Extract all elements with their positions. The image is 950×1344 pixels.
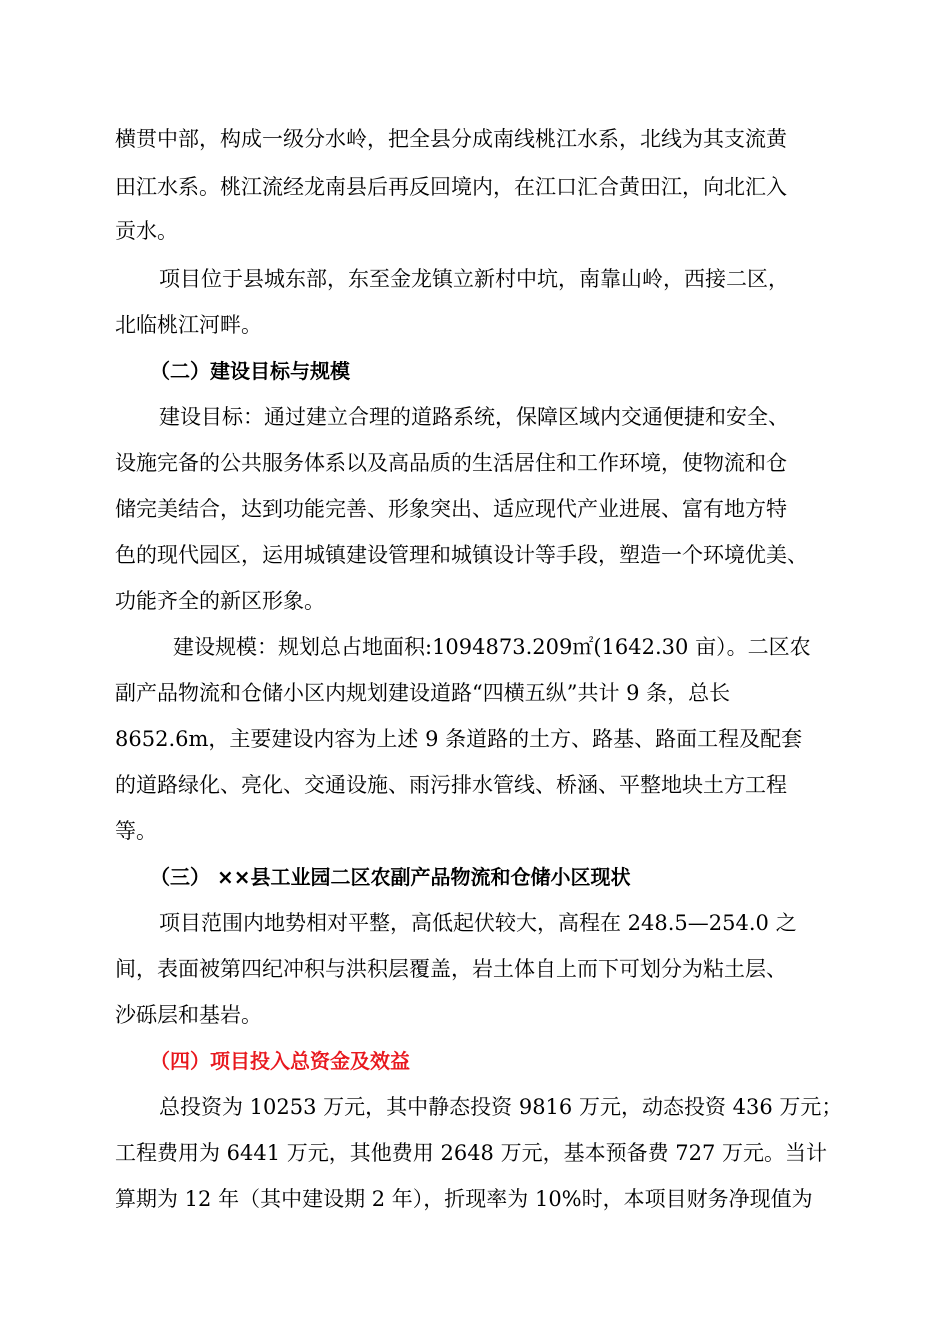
paragraph-line: 沙砾层和基岩。 — [115, 1003, 262, 1027]
section-heading-2: （二）建设目标与规模 — [150, 359, 350, 383]
paragraph-line: 建设目标：通过建立合理的道路系统，保障区域内交通便捷和安全、 — [159, 405, 789, 429]
paragraph-line: 项目范围内地势相对平整，高低起伏较大，高程在 248.5—254.0 之 — [159, 911, 797, 935]
paragraph-line: 算期为 12 年（其中建设期 2 年），折现率为 10%时，本项目财务净现值为 — [115, 1187, 813, 1211]
paragraph-line: 北临桃江河畔。 — [115, 313, 262, 337]
paragraph-line: 8652.6m，主要建设内容为上述 9 条道路的土方、路基、路面工程及配套 — [115, 727, 803, 751]
paragraph-line: 间，表面被第四纪冲积与洪积层覆盖，岩土体自上而下可划分为粘土层、 — [115, 957, 787, 981]
paragraph-line: 储完美结合，达到功能完善、形象突出、适应现代产业进展、富有地方特 — [115, 497, 787, 521]
section-heading-4: （四）项目投入总资金及效益 — [150, 1049, 410, 1073]
paragraph-line: 横贯中部，构成一级分水岭，把全县分成南线桃江水系，北线为其支流黄 — [115, 127, 787, 151]
section-heading-3: （三） ××县工业园二区农副产品物流和仓储小区现状 — [150, 865, 631, 889]
paragraph-line: 等。 — [115, 819, 157, 843]
paragraph-line: 贡水。 — [115, 219, 178, 243]
paragraph-line: 工程费用为 6441 万元，其他费用 2648 万元，基本预备费 727 万元。当计 — [115, 1141, 828, 1165]
paragraph-line: 功能齐全的新区形象。 — [115, 589, 325, 613]
paragraph-line: 副产品物流和仓储小区内规划建设道路“四横五纵”共计 9 条，总长 — [115, 681, 731, 705]
paragraph-line: 的道路绿化、亮化、交通设施、雨污排水管线、桥涵、平整地块土方工程 — [115, 773, 787, 797]
paragraph-line: 项目位于县城东部，东至金龙镇立新村中坑，南靠山岭，西接二区， — [159, 267, 789, 291]
paragraph-line: 总投资为 10253 万元，其中静态投资 9816 万元，动态投资 436 万元； — [159, 1095, 843, 1119]
paragraph-line: 田江水系。桃江流经龙南县后再反回境内，在江口汇合黄田江，向北汇入 — [115, 175, 787, 199]
paragraph-line: 建设规模：规划总占地面积:1094873.209㎡(1642.30 亩）。二区农 — [173, 635, 811, 659]
paragraph-line: 设施完备的公共服务体系以及高品质的生活居住和工作环境，使物流和仓 — [115, 451, 787, 475]
paragraph-line: 色的现代园区，运用城镇建设管理和城镇设计等手段，塑造一个环境优美、 — [115, 543, 808, 567]
